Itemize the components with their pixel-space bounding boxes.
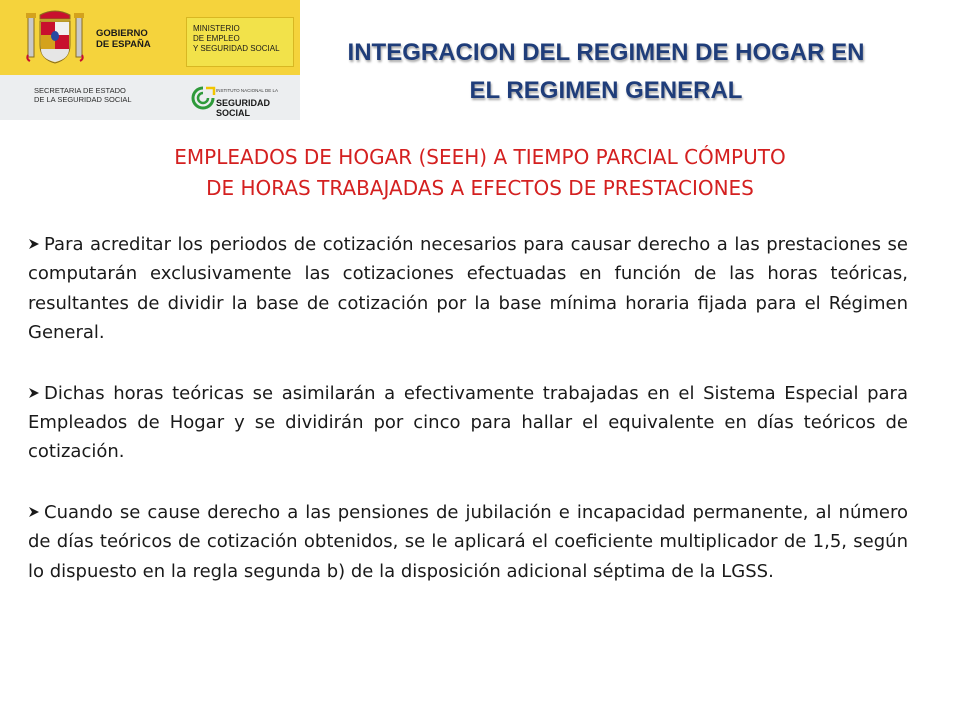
title-line-1: INTEGRACION DEL REGIMEN DE HOGAR EN xyxy=(347,39,865,66)
arrow-bullet-icon xyxy=(28,506,40,518)
bullet-item xyxy=(28,230,908,348)
institute-label: SEGURIDAD SOCIAL xyxy=(216,98,271,118)
arrow-bullet-icon xyxy=(28,238,40,250)
bullet-text: Dichas horas teóricas se asimilarán a efectivamente trabajadas en el Sistema Especial para Empleados de Hogar y se dividirán por cinco para hallar el equivalente en días teóricos de cotización. xyxy=(28,382,908,463)
bullet-item xyxy=(28,498,908,586)
slide-subtitle xyxy=(40,142,920,204)
institute-small-label: INSTITUTO NACIONAL DE LA xyxy=(216,88,279,93)
subtitle-line-1: EMPLEADOS DE HOGAR (SEEH) A TIEMPO PARCIAL CÓMPUTO xyxy=(174,145,786,169)
bullet-item xyxy=(28,379,908,467)
seguridad-social-logo-icon xyxy=(190,85,216,111)
slide-title xyxy=(316,34,896,110)
ministry-label: MINISTERIO DE EMPLEO Y SEGURIDAD SOCIAL xyxy=(186,17,294,67)
header-logos xyxy=(0,0,300,120)
coat-of-arms-icon xyxy=(26,9,84,65)
bullet-list xyxy=(28,230,908,617)
arrow-bullet-icon xyxy=(28,387,40,399)
government-label: GOBIERNO DE ESPAÑA xyxy=(96,28,151,50)
secretaria-label: SECRETARIA DE ESTADO DE LA SEGURIDAD SOCIAL xyxy=(34,86,132,104)
bullet-text: Cuando se cause derecho a las pensiones de jubilación e incapacidad permanente, al número de días teóricos de cotización obtenidos, se le aplicará el coeficiente multiplicador de 1,5, según lo dispuesto en la regla segunda b) de la disposición adicional séptima de la LGSS. xyxy=(28,501,908,582)
subtitle-line-2: DE HORAS TRABAJADAS A EFECTOS DE PRESTACIONES xyxy=(206,176,754,200)
bullet-text: Para acreditar los periodos de cotización necesarios para causar derecho a las prestaciones se computarán exclusivamente las cotizaciones efectuadas en función de las horas teóricas, resultantes de dividir la base de cotización por la base mínima horaria fijada para el Régimen General. xyxy=(28,234,908,344)
title-line-2: EL REGIMEN GENERAL xyxy=(469,77,743,104)
